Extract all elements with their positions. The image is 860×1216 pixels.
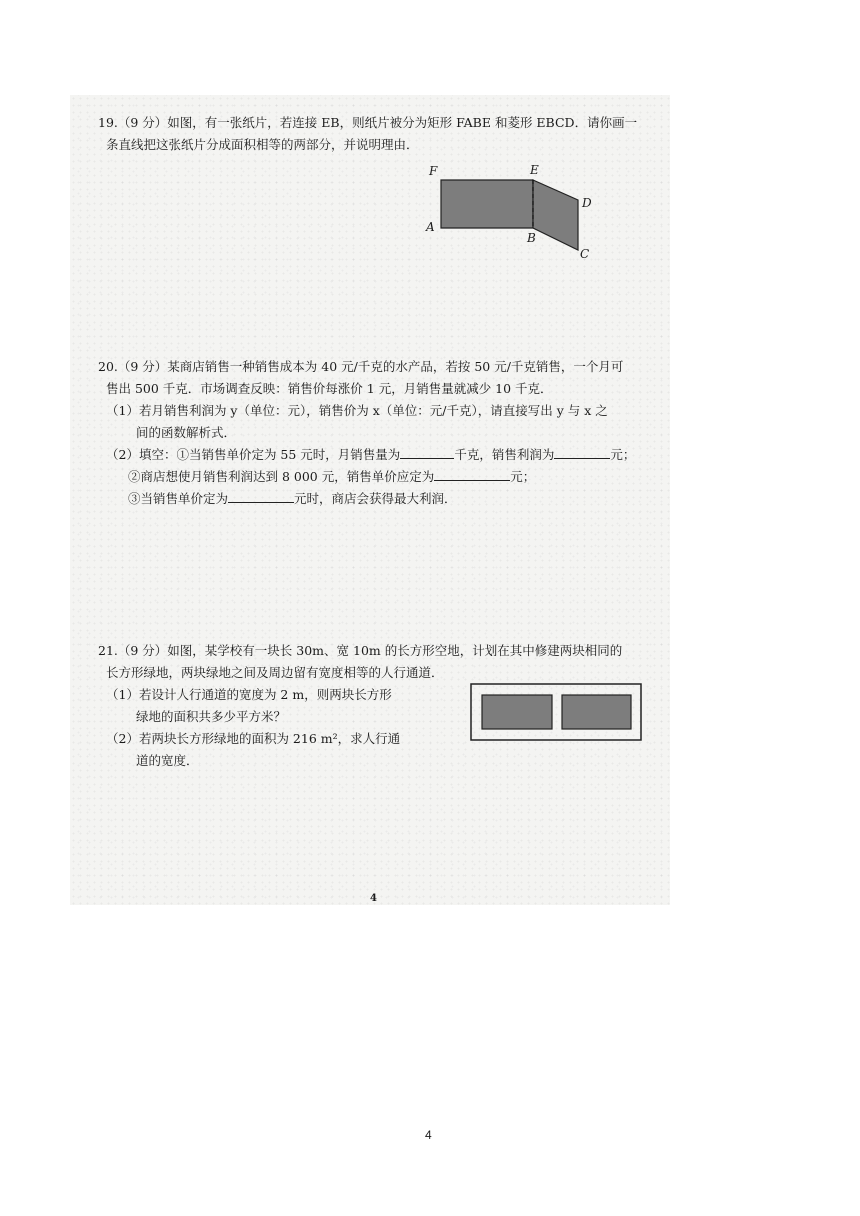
q20-line-2: 售出 500 千克．市场调查反映：销售价每涨价 1 元，月销售量就减少 10 千克． xyxy=(106,381,553,396)
q21-part2-a: （2）若两块长方形绿地的面积为 216 m²，求人行通 xyxy=(106,731,401,746)
q20-part2-a-text1: （2）填空：①当销售单价定为 55 元时，月销售量为 xyxy=(106,447,401,462)
label-c: C xyxy=(580,247,590,261)
q20-part1-b: 间的函数解析式． xyxy=(136,425,237,440)
label-e: E xyxy=(530,163,539,177)
q21-part2-b: 道的宽度． xyxy=(136,753,199,768)
q21-part1-b: 绿地的面积共多少平方米？ xyxy=(136,709,287,724)
green-plot-right xyxy=(562,695,631,729)
q20-part2-b-text2: 元； xyxy=(510,469,536,484)
q21-part1-a: （1）若设计人行通道的宽度为 2 m，则两块长方形 xyxy=(106,687,392,702)
scan-page-number: 4 xyxy=(370,893,377,904)
label-d: D xyxy=(582,196,592,210)
label-a: A xyxy=(426,220,435,234)
page-number: 4 xyxy=(425,1128,432,1142)
q20-part2-a-text2: 千克，销售利润为 xyxy=(454,447,555,462)
q19-line-2: 条直线把这张纸片分成面积相等的两部分，并说明理由． xyxy=(106,137,419,152)
q21-line-2: 长方形绿地，两块绿地之间及周边留有宽度相等的人行通道． xyxy=(106,665,444,680)
label-b: B xyxy=(527,231,536,245)
label-f: F xyxy=(429,164,438,178)
q20-part2-a-text3: 元； xyxy=(610,447,636,462)
q20-part2-c-text1: ③当销售单价定为 xyxy=(128,491,229,506)
q20-part2-b-text1: ②商店想使月销售利润达到 8 000 元，销售单价应定为 xyxy=(128,469,435,484)
q20-line-1: 20.（9 分）某商店销售一种销售成本为 40 元/千克的水产品，若按 50 元/千克销售，一个月可 xyxy=(98,359,624,374)
q20-part2-c-text2: 元时，商店会获得最大利润． xyxy=(294,491,457,506)
green-plot-left xyxy=(482,695,552,729)
q20-part1-a: （1）若月销售利润为 y（单位：元），销售价为 x（单位：元/千克），请直接写出 y 与 x 之 xyxy=(106,403,608,418)
q19-line-1: 19.（9 分）如图，有一张纸片，若连接 EB，则纸片被分为矩形 FABE 和菱形 EBCD．请你画一 xyxy=(98,115,638,130)
q21-line-1: 21.（9 分）如图，某学校有一块长 30m、宽 10m 的长方形空地，计划在其中修建两块相同的 xyxy=(98,643,623,658)
